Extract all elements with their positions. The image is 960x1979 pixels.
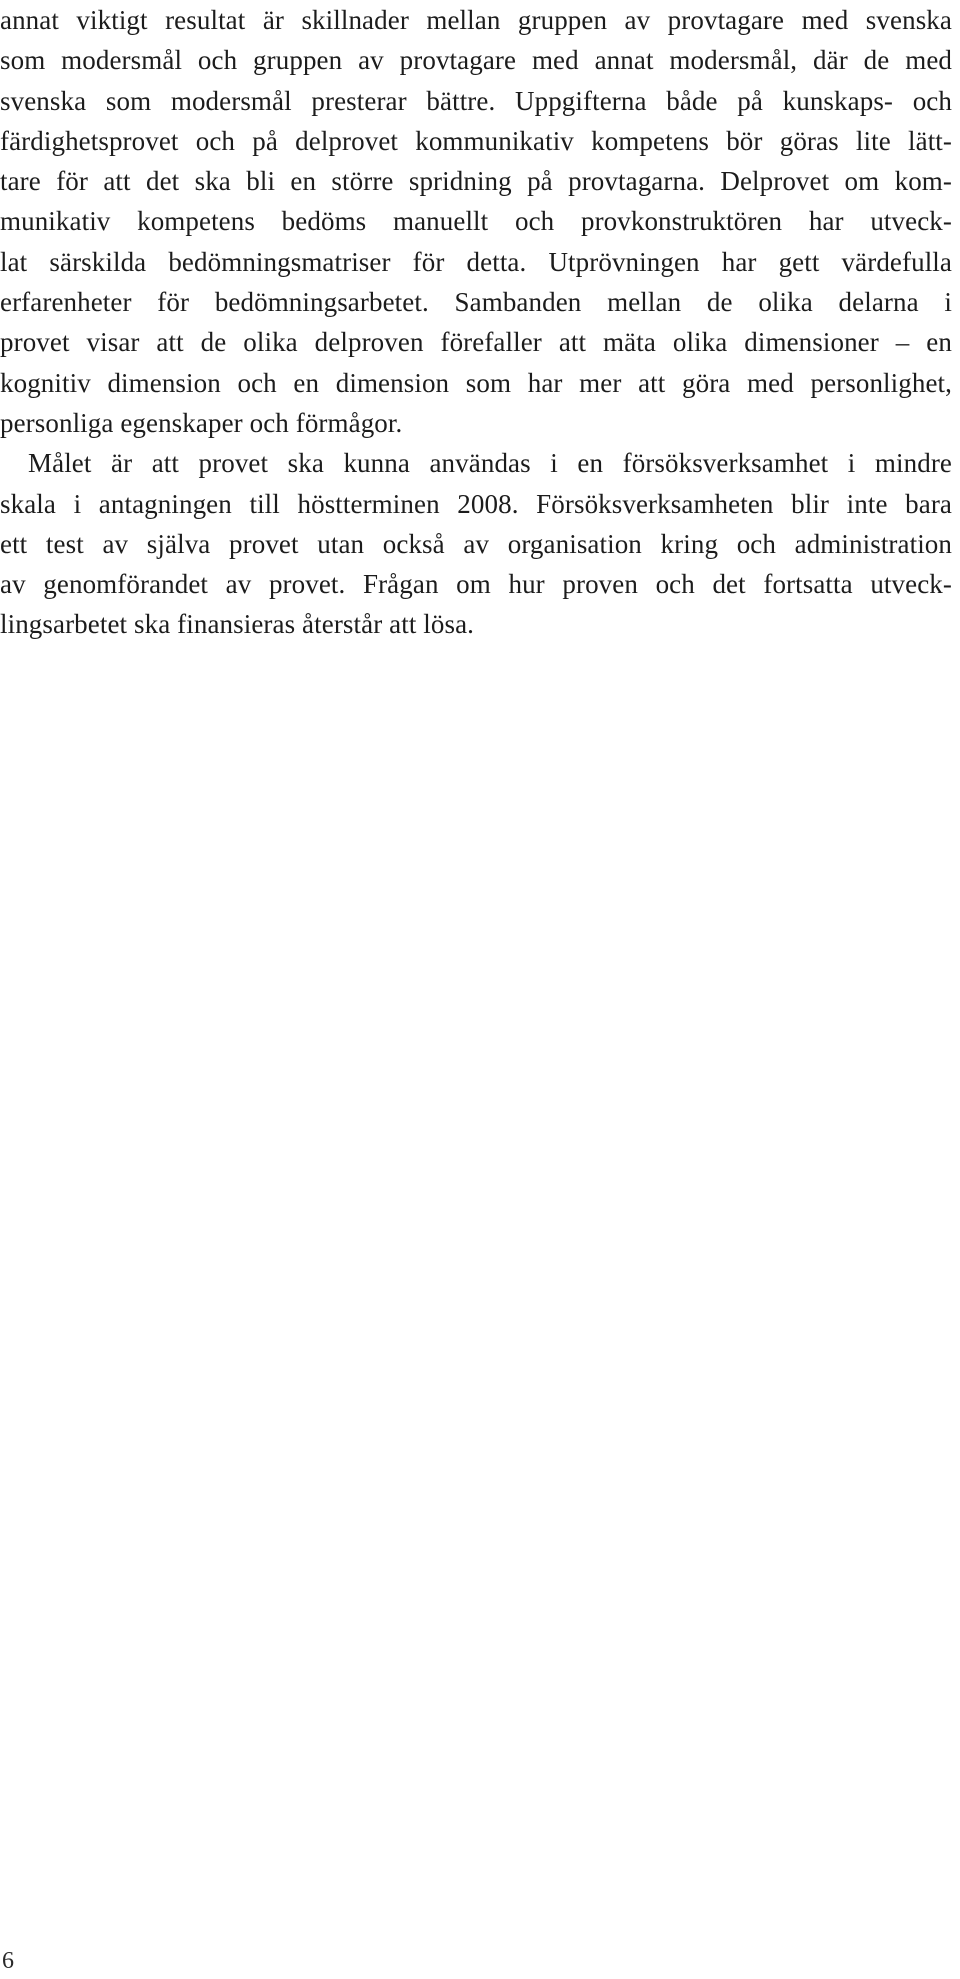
body-text [0,0,952,645]
text-line: personliga egenskaper och förmågor. [0,407,403,438]
text-line: provet visar att de olika delproven förefaller att mäta olika dimensioner – en [0,327,952,358]
text-line: annat viktigt resultat är skillnader mellan gruppen av provtagare med svenska [0,5,952,35]
paragraph-2 [0,443,952,644]
text-line: tare för att det ska bli en större spridning på provtagarna. Delprovet om kom- [0,166,952,197]
paragraph-1 [0,0,952,443]
text-line: färdighetsprovet och på delprovet kommunikativ kompetens bör göras lite lätt- [0,125,952,156]
text-line: erfarenheter för bedömningsarbetet. Sambanden mellan de olika delarna i [0,287,952,318]
text-line: av genomförandet av provet. Frågan om hur proven och det fortsatta utveck- [0,569,952,600]
text-line: ett test av själva provet utan också av organisation kring och administration [0,528,952,559]
text-line: svenska som modersmål presterar bättre. Uppgifterna både på kunskaps- och [0,85,952,116]
text-line: lat särskilda bedömningsmatriser för detta. Utprövningen har gett värdefulla [0,246,952,277]
page-number: 6 [2,1948,14,1974]
text-line: skala i antagningen till höstterminen 2008. Försöksverksamheten blir inte bara [0,488,952,519]
text-line: munikativ kompetens bedöms manuellt och provkonstruktören har utveck- [0,206,952,237]
text-line: Målet är att provet ska kunna användas i en försöksverksamhet i mindre [28,448,952,479]
text-line: lingsarbetet ska finansieras återstår att lösa. [0,609,475,640]
text-line: som modersmål och gruppen av provtagare med annat modersmål, där de med [0,45,952,76]
text-line: kognitiv dimension och en dimension som har mer att göra med personlighet, [0,367,952,398]
